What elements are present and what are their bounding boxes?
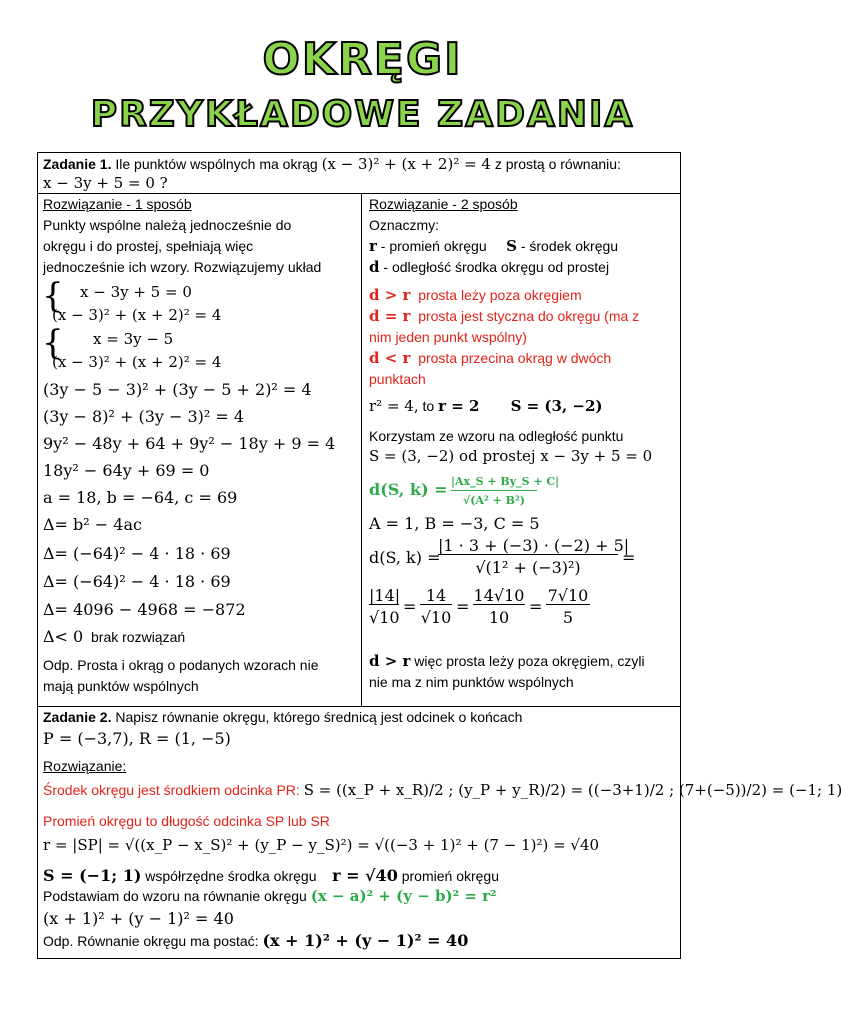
system2-eq2: (x − 3)² + (x + 2)² = 4 bbox=[52, 353, 222, 371]
case-intersect: d < r prosta przecina okrąg w dwóch bbox=[369, 349, 612, 367]
step: (3y − 5 − 3)² + (3y − 5 + 2)² = 4 bbox=[43, 380, 312, 399]
column-divider bbox=[361, 193, 362, 706]
fraction-numerator: 14√10 bbox=[473, 586, 525, 605]
equals-sign: = bbox=[622, 548, 636, 567]
step: (3y − 8)² + (3y − 3)² = 4 bbox=[43, 407, 245, 426]
method2-conclusion: nie ma z nim punktów wspólnych bbox=[369, 674, 574, 690]
step: 18y² − 64y + 69 = 0 bbox=[43, 461, 210, 480]
step: Δ= (−64)² − 4 · 18 · 69 bbox=[43, 572, 231, 591]
task2-answer: Odp. Równanie okręgu ma postać: (x + 1)² + (y − 1)² = 40 bbox=[43, 931, 469, 950]
equals-sign: = bbox=[456, 597, 470, 616]
fraction-numerator: 7√10 bbox=[547, 586, 589, 605]
fraction-denominator: 5 bbox=[562, 608, 574, 627]
step: a = 18, b = −64, c = 69 bbox=[43, 488, 238, 507]
case-tangent: d = r prosta jest styczna do okręgu (ma z bbox=[369, 307, 640, 325]
substitute-line: Podstawiam do wzoru na równanie okręgu (x − a)² + (y − b)² = r² bbox=[43, 887, 497, 905]
method1-intro: okręgu i do prostej, spełniają więc bbox=[43, 238, 254, 254]
method2-conclusion: d > r więc prosta leży poza okręgiem, czyli bbox=[369, 652, 645, 670]
page-subtitle: PRZYKŁADOWE ZADANIA bbox=[90, 94, 635, 135]
formula-intro: Korzystam ze wzoru na odległość punktu bbox=[369, 428, 624, 444]
radius-heading: Promień okręgu to długość odcinka SP lub SR bbox=[43, 813, 330, 829]
denote-label: Oznaczmy: bbox=[369, 217, 440, 233]
distance-denominator: √(1² + (−3)²) bbox=[475, 558, 581, 577]
distance-numerator: |1 · 3 + (−3) · (−2) + 5| bbox=[438, 536, 630, 555]
step: Δ= (−64)² − 4 · 18 · 69 bbox=[43, 544, 231, 563]
case-outside: d > r prosta leży poza okręgiem bbox=[369, 286, 582, 304]
d-definition: d - odległość środka okręgu od prostej bbox=[369, 258, 610, 276]
method1-heading: Rozwiązanie - 1 sposób bbox=[43, 196, 192, 212]
fraction-denominator: 10 bbox=[488, 608, 510, 627]
fraction-denominator: √10 bbox=[420, 608, 452, 627]
task2-points: P = (−3,7), R = (1, −5) bbox=[43, 729, 231, 748]
equals-sign: = bbox=[403, 597, 417, 616]
page-title: OKRĘGI bbox=[262, 34, 463, 85]
line-coefficients: A = 1, B = −3, C = 5 bbox=[369, 514, 540, 533]
system1-eq1: x − 3y + 5 = 0 bbox=[80, 283, 192, 301]
case-intersect: punktach bbox=[369, 371, 426, 387]
fraction-numerator: 14 bbox=[420, 587, 452, 605]
task1-question: Zadanie 1. Ile punktów wspólnych ma okrąg (x − 3)² + (x + 2)² = 4 z prostą o równaniu: bbox=[43, 155, 621, 173]
task1-line-equation: x − 3y + 5 = 0 ? bbox=[43, 174, 168, 192]
row-divider bbox=[38, 193, 680, 194]
method1-intro: Punkty wspólne należą jednocześnie do bbox=[43, 217, 292, 233]
radius-center-values: r² = 4, to r = 2 S = (3, −2) bbox=[369, 397, 603, 415]
distance-formula-numerator: |Ax_S + By_S + C| bbox=[451, 473, 537, 491]
method2-heading: Rozwiązanie - 2 sposób bbox=[369, 196, 518, 212]
center-radius-summary: S = (−1; 1) współrzędne środka okręgu r = √40 promień okręgu bbox=[43, 866, 499, 885]
distance-lhs: d(S, k) = bbox=[369, 548, 441, 567]
equals-sign: = bbox=[529, 597, 543, 616]
delta-result: Δ< 0 brak rozwiązań bbox=[43, 627, 186, 646]
method1-answer: mają punktów wspólnych bbox=[43, 678, 199, 694]
r-definition: r - promień okręgu S - środek okręgu bbox=[369, 237, 619, 255]
radius-formula: r = |SP| = √((x_P − x_S)² + (y_P − y_S)²) = √((−3 + 1)² + (7 − 1)²) = √40 bbox=[43, 836, 600, 854]
system2-eq1: x = 3y − 5 bbox=[93, 330, 174, 348]
midpoint-line: Środek okręgu jest środkiem odcinka PR: S = ((x_P + x_R)/2 ; (y_P + y_R)/2) = ((−3+1)/2 ; (7+(−5))/2) = (−1; 1) bbox=[43, 781, 842, 799]
method1-intro: jednocześnie ich wzory. Rozwiązujemy układ bbox=[43, 259, 322, 275]
tasks-table bbox=[37, 152, 842, 959]
task2-question: Zadanie 2. Napisz równanie okręgu, którego średnicą jest odcinek o końcach bbox=[43, 709, 523, 725]
case-tangent: nim jeden punkt wspólny) bbox=[369, 329, 527, 345]
distance-formula-lhs: d(S, k) = bbox=[369, 480, 448, 499]
task2-solution-heading: Rozwiązanie: bbox=[43, 758, 127, 774]
method1-answer: Odp. Prosta i okrąg o podanych wzorach nie bbox=[43, 657, 319, 673]
step: 9y² − 48y + 64 + 9y² − 18y + 9 = 4 bbox=[43, 434, 336, 453]
step: Δ= b² − 4ac bbox=[43, 515, 142, 534]
result-equation: (x + 1)² + (y − 1)² = 40 bbox=[43, 909, 234, 928]
step: Δ= 4096 − 4968 = −872 bbox=[43, 600, 246, 619]
system-brace: { bbox=[42, 323, 64, 363]
row-divider bbox=[38, 706, 680, 707]
fraction-denominator: √10 bbox=[369, 608, 400, 627]
system-brace: { bbox=[42, 276, 64, 316]
fraction-numerator: |14| bbox=[369, 586, 401, 605]
system1-eq2: (x − 3)² + (x + 2)² = 4 bbox=[52, 306, 222, 324]
distance-formula-denominator: √(A² + B²) bbox=[463, 494, 525, 507]
formula-intro: S = (3, −2) od prostej x − 3y + 5 = 0 bbox=[369, 447, 653, 465]
